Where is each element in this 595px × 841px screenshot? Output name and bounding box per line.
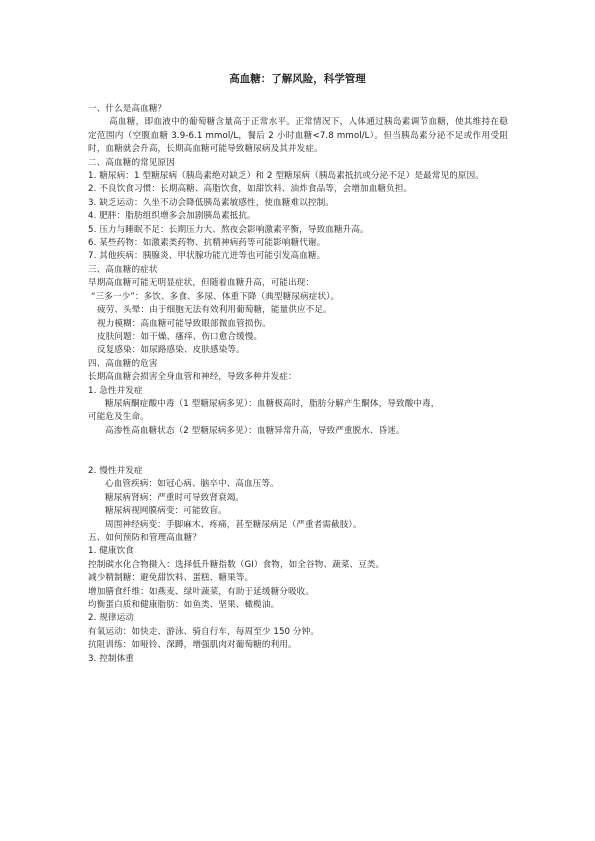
diet-heading: 1. 健康饮食 [88, 546, 135, 557]
section-heading-what-is: 一、什么是高血糖？ [88, 104, 167, 114]
acute-complication-item-continued: 可能危及生命。 [88, 412, 149, 423]
exercise-item: 有氧运动：如快走、游泳、骑自行车，每周至少 150 分钟。 [88, 626, 320, 637]
chronic-complications-heading: 2. 慢性并发症 [88, 465, 143, 476]
section-heading-causes: 二、高血糖的常见原因 [88, 157, 175, 168]
cause-item: 5. 压力与睡眠不足：长期压力大、熬夜会影响激素平衡，导致血糖升高。 [88, 224, 369, 235]
chronic-complication-item: 糖尿病视网膜病变：可能致盲。 [105, 506, 227, 517]
cause-item: 4. 肥胖：脂肪组织增多会加剧胰岛素抵抗。 [88, 211, 256, 222]
diet-item: 减少精制糖：避免甜饮料、蛋糕、糖果等。 [88, 573, 254, 584]
harms-intro: 长期高血糖会损害全身血管和神经，导致多种并发症： [88, 372, 297, 383]
section-heading-prevention: 五、如何预防和管理高血糖？ [88, 532, 202, 543]
exercise-heading: 2. 规律运动 [88, 613, 135, 624]
diet-item: 均衡蛋白质和健康脂肪：如鱼类、坚果、橄榄油。 [88, 600, 280, 610]
cause-item: 7. 其他疾病：胰腺炎、甲状腺功能亢进等也可能引发高血糖。 [88, 251, 326, 262]
blank-line [88, 452, 508, 465]
blank-line [88, 438, 508, 451]
diet-item: 控制碳水化合物摄入：选择低升糖指数（GI）食物，如全谷物、蔬菜、豆类。 [88, 559, 385, 570]
symptom-item: 皮肤问题：如干燥、瘙痒、伤口愈合缓慢。 [97, 331, 263, 342]
cause-item: 6. 某些药物：如激素类药物、抗精神病药等可能影响糖代谢。 [88, 238, 326, 249]
acute-complications-heading: 1. 急性并发症 [88, 385, 143, 396]
weight-heading: 3. 控制体重 [88, 653, 135, 664]
chronic-complication-item: 心血管疾病：如冠心病、脑卒中、高血压等。 [105, 479, 279, 490]
symptom-item: 反复感染：如尿路感染、皮肤感染等。 [97, 345, 245, 356]
diet-item: 增加膳食纤维：如燕麦、绿叶蔬菜，有助于延缓糖分吸收。 [88, 586, 315, 597]
cause-item: 2. 不良饮食习惯：长期高糖、高脂饮食，如甜饮料、油炸食品等，会增加血糖负担。 [88, 184, 413, 195]
section-heading-harms: 四、高血糖的危害 [88, 358, 158, 369]
chronic-complication-item: 糖尿病肾病：严重时可导致肾衰竭。 [105, 492, 245, 503]
symptom-three-more-one-less: “三多一少”：多饮、多食、多尿、体重下降（典型糖尿病症状）。 [91, 291, 340, 302]
document-body [88, 103, 508, 666]
definition-paragraph: 高血糖，即血液中的葡萄糖含量高于正常水平。正常情况下，人体通过胰岛素调节血糖，使其维持在稳定范围内（空腹血糖 3.9-6.1 mmol/L，餐后 2 小时血糖<7.8 mmol/L）。但当胰岛素分泌不足或作用受阻时，血糖就会升高，长期高血糖可能导致糖尿病及其并发症。 [88, 117, 508, 155]
chronic-complication-item: 周围神经病变：手脚麻木、疼痛，甚至糖尿病足（严重者需截肢）。 [105, 519, 362, 530]
symptoms-intro: 早期高血糖可能无明显症状，但随着血糖升高，可能出现： [88, 278, 315, 289]
exercise-item: 抗阻训练：如哑铃、深蹲，增强肌肉对葡萄糖的利用。 [88, 640, 297, 651]
cause-item: 3. 缺乏运动：久坐不动会降低胰岛素敏感性，使血糖难以控制。 [88, 197, 334, 208]
acute-complication-item: 糖尿病酮症酸中毒（1 型糖尿病多见）：血糖极高时，脂肪分解产生酮体，导致酸中毒， [105, 398, 440, 409]
symptom-item: 视力模糊：高血糖可能导致眼部微血管损伤。 [97, 318, 271, 329]
section-heading-symptoms: 三、高血糖的症状 [88, 264, 158, 275]
acute-complication-item: 高渗性高血糖状态（2 型糖尿病多见）：血糖异常升高，导致严重脱水、昏迷。 [105, 425, 405, 436]
document-title: 高血糖：了解风险，科学管理 [229, 73, 366, 85]
symptom-item: 疲劳、头晕：由于细胞无法有效利用葡萄糖，能量供应不足。 [97, 305, 332, 316]
cause-item: 1. 糖尿病：1 型糖尿病（胰岛素绝对缺乏）和 2 型糖尿病（胰岛素抵抗或分泌不足）是最常见的原因。 [88, 171, 485, 182]
